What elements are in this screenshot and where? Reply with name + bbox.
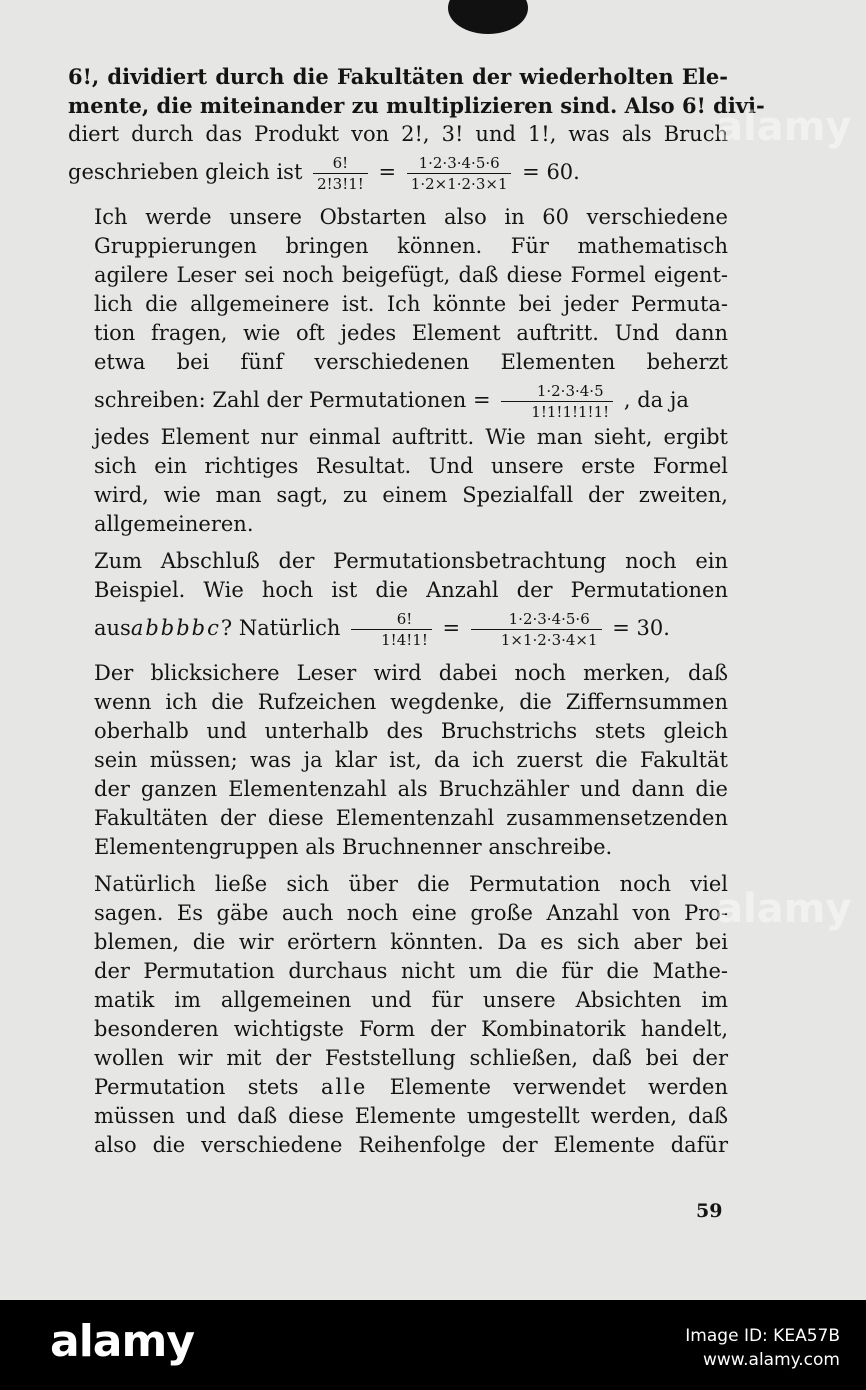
paragraph-4 bbox=[68, 659, 728, 862]
text-line: wird, wie man sagt, zu einem Spezialfall der zweiten, bbox=[94, 483, 728, 507]
site-url: www.alamy.com bbox=[702, 1350, 840, 1370]
paragraph-2 bbox=[68, 203, 728, 539]
formula-line bbox=[68, 149, 728, 195]
text-fragment: geschrieben gleich ist bbox=[68, 160, 303, 184]
text-line: tion fragen, wie oft jedes Element auftritt. Und dann bbox=[94, 321, 728, 345]
formula-result: = 60. bbox=[522, 160, 580, 184]
fraction bbox=[313, 154, 368, 193]
text-line: müssen und daß diese Elemente umgestellt werden, daß bbox=[94, 1104, 728, 1128]
fraction-denominator: 1!1!1!1!1! bbox=[531, 403, 610, 421]
text-line: lich die allgemeinere ist. Ich könnte bei jeder Permuta- bbox=[94, 292, 728, 316]
fraction-numerator: 6! bbox=[351, 610, 432, 630]
text-fragment: schreiben: Zahl der Permutationen = bbox=[94, 388, 491, 412]
paragraph-5 bbox=[68, 870, 728, 1160]
fraction-denominator: 1!4!1! bbox=[381, 631, 428, 649]
footer-bar bbox=[0, 1300, 866, 1390]
text-line: Der blicksichere Leser wird dabei noch merken, daß bbox=[94, 661, 728, 685]
paragraph-1 bbox=[68, 62, 765, 195]
spaced-emphasis: alle bbox=[320, 1075, 368, 1099]
text-line: Gruppierungen bringen können. Für mathematisch bbox=[94, 234, 728, 258]
text-line: oberhalb und unterhalb des Bruchstrichs stets gleich bbox=[94, 719, 728, 743]
alamy-logo: alamy bbox=[50, 1316, 194, 1367]
fraction-denominator: 1·2×1·2·3×1 bbox=[410, 175, 508, 193]
page-text bbox=[68, 62, 765, 1160]
text-line: sagen. Es gäbe auch noch eine große Anzahl von Pro- bbox=[94, 901, 728, 925]
text-line: Ich werde unsere Obstarten also in 60 verschiedene bbox=[94, 205, 728, 229]
text-line: also die verschiedene Reihenfolge der Elemente dafür bbox=[94, 1133, 728, 1157]
fraction bbox=[501, 382, 613, 421]
fraction-numerator: 6! bbox=[313, 154, 368, 174]
text-line: Natürlich ließe sich über die Permutation noch viel bbox=[94, 872, 728, 896]
italic-term: abbbbc bbox=[130, 616, 221, 640]
fraction-denominator: 2!3!1! bbox=[317, 175, 364, 193]
equals-sign: = bbox=[442, 616, 461, 640]
text-fragment: aus bbox=[94, 616, 131, 640]
fraction-numerator: 1·2·3·4·5 bbox=[501, 382, 613, 402]
fraction-numerator: 1·2·3·4·5·6 bbox=[407, 154, 512, 174]
text-line: sich ein richtiges Resultat. Und unsere erste Formel bbox=[94, 454, 728, 478]
formula-line bbox=[68, 377, 728, 423]
text-line: agilere Leser sei noch beigefügt, daß diese Formel eigent- bbox=[94, 263, 728, 287]
text-line: etwa bei fünf verschiedenen Elementen beherzt bbox=[94, 350, 728, 374]
text-line: Elementengruppen als Bruchnenner anschreibe. bbox=[94, 835, 613, 859]
equals-sign: = bbox=[378, 160, 397, 184]
text-line: wenn ich die Rufzeichen wegdenke, die Ziffernsummen bbox=[94, 690, 728, 714]
text-fragment: Permutation stets bbox=[94, 1075, 299, 1099]
fraction-numerator: 1·2·3·4·5·6 bbox=[471, 610, 602, 630]
text-line: der ganzen Elementenzahl als Bruchzähler und dann die bbox=[94, 777, 728, 801]
text-line: Zum Abschluß der Permutationsbetrachtung noch ein bbox=[94, 549, 728, 573]
text-fragment: Elemente verwendet werden bbox=[389, 1075, 728, 1099]
text-line: Fakultäten der diese Elementenzahl zusammensetzenden bbox=[94, 806, 728, 830]
text-line bbox=[68, 1073, 728, 1102]
fraction-denominator: 1×1·2·3·4×1 bbox=[500, 631, 598, 649]
text-line: jedes Element nur einmal auftritt. Wie man sieht, ergibt bbox=[94, 425, 728, 449]
text-line: Beispiel. Wie hoch ist die Anzahl der Permutationen bbox=[94, 578, 728, 602]
image-id: Image ID: KEA57B bbox=[685, 1326, 840, 1346]
text-line: allgemeineren. bbox=[94, 512, 254, 536]
text-line: diert durch das Produkt von 2!, 3! und 1!, was als Bruch bbox=[68, 122, 728, 146]
text-fragment: , da ja bbox=[623, 388, 689, 412]
watermark: alamy bbox=[716, 104, 852, 150]
text-line: 6!, dividiert durch die Fakultäten der wiederholten Ele- bbox=[68, 64, 728, 89]
text-line: wollen wir mit der Feststellung schließen, daß bei der bbox=[94, 1046, 728, 1070]
image-info bbox=[685, 1324, 840, 1372]
text-line: matik im allgemeinen und für unsere Absichten im bbox=[94, 988, 728, 1012]
watermark: alamy bbox=[716, 886, 852, 932]
formula-line bbox=[68, 605, 728, 651]
text-line: mente, die miteinander zu multiplizieren sind. Also 6! divi- bbox=[68, 93, 765, 118]
formula-result: = 30. bbox=[612, 616, 670, 640]
fraction bbox=[351, 610, 432, 649]
text-line: der Permutation durchaus nicht um die für die Mathe- bbox=[94, 959, 728, 983]
text-fragment: ? Natürlich bbox=[220, 616, 341, 640]
page-number: 59 bbox=[696, 1200, 723, 1222]
fraction bbox=[407, 154, 512, 193]
text-line: blemen, die wir erörtern könnten. Da es sich aber bei bbox=[94, 930, 728, 954]
paragraph-3 bbox=[68, 547, 728, 651]
text-line: besonderen wichtigste Form der Kombinatorik handelt, bbox=[94, 1017, 728, 1041]
fraction bbox=[471, 610, 602, 649]
page-damage-spot bbox=[448, 0, 528, 34]
text-line: sein müssen; was ja klar ist, da ich zuerst die Fakultät bbox=[94, 748, 728, 772]
